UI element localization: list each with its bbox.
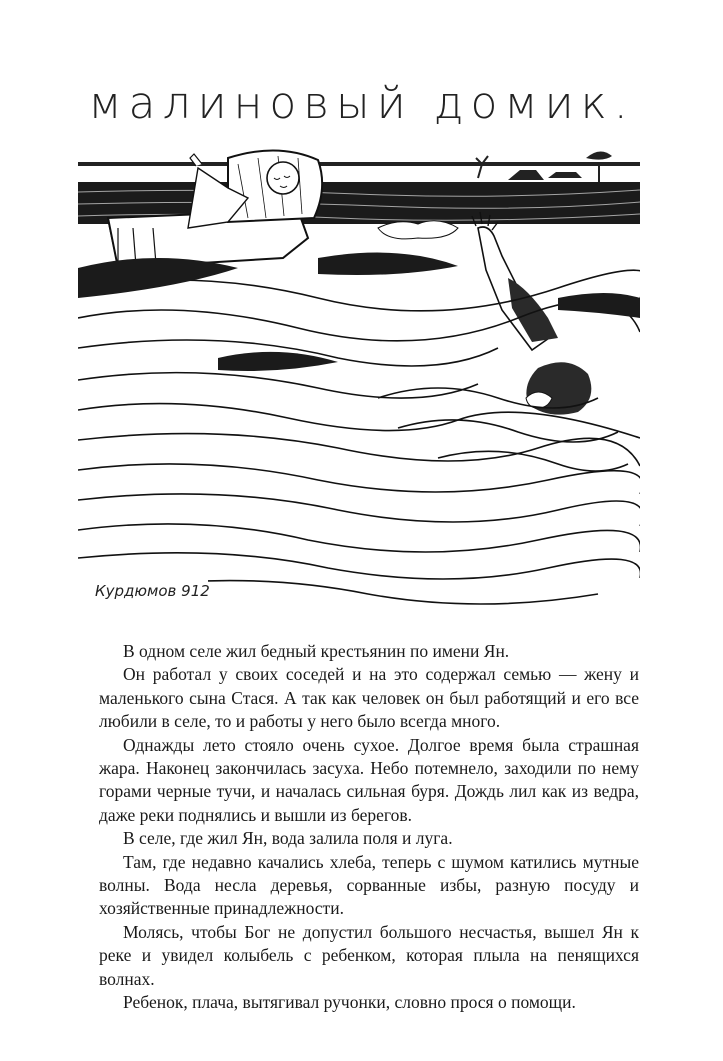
page-title: малиновый домик. — [88, 78, 635, 129]
flood-waves — [78, 270, 640, 604]
paragraph: Он работал у своих соседей и на это содержал семью — жену и маленького сына Стася. А так как человек он был работящий и его все любили в селе, то и работы у него было всегда много. — [99, 664, 639, 732]
paragraph: Однажды лето стояло очень сухое. Долгое время была страшная жара. Наконец закончилась засуха. Небо потемнело, заходили по нему горами черные тучи, и началась сильная буря. Дождь лил как из ведра, даже реки поднялись и вышли из берегов. — [99, 734, 639, 825]
artist-signature: Курдюмов 912 — [92, 582, 213, 600]
paragraph: Молясь, чтобы Бог не допустил большого несчастья, вышел Ян к реке и увидел колыбель с ребенком, которая плыла на пенящихся волнах. — [99, 921, 639, 989]
paragraph: В селе, где жил Ян, вода залила поля и луга. — [123, 828, 453, 849]
paragraph: В одном селе жил бедный крестьянин по имени Ян. — [123, 641, 510, 661]
dark-water-swirls — [78, 253, 640, 371]
flood-illustration — [78, 148, 640, 618]
paragraph: Ребенок, плача, вытягивал ручонки, словно прося о помощи. — [123, 992, 576, 1013]
flood-drawing — [78, 148, 640, 618]
story-text — [99, 640, 639, 1015]
distant-village — [476, 151, 612, 182]
baby — [267, 162, 299, 194]
paragraph: Там, где недавно качались хлеба, теперь с шумом катились мутные волны. Вода несла деревья, сорванные избы, разную посуду и хозяйственные принадлежности. — [99, 851, 639, 919]
